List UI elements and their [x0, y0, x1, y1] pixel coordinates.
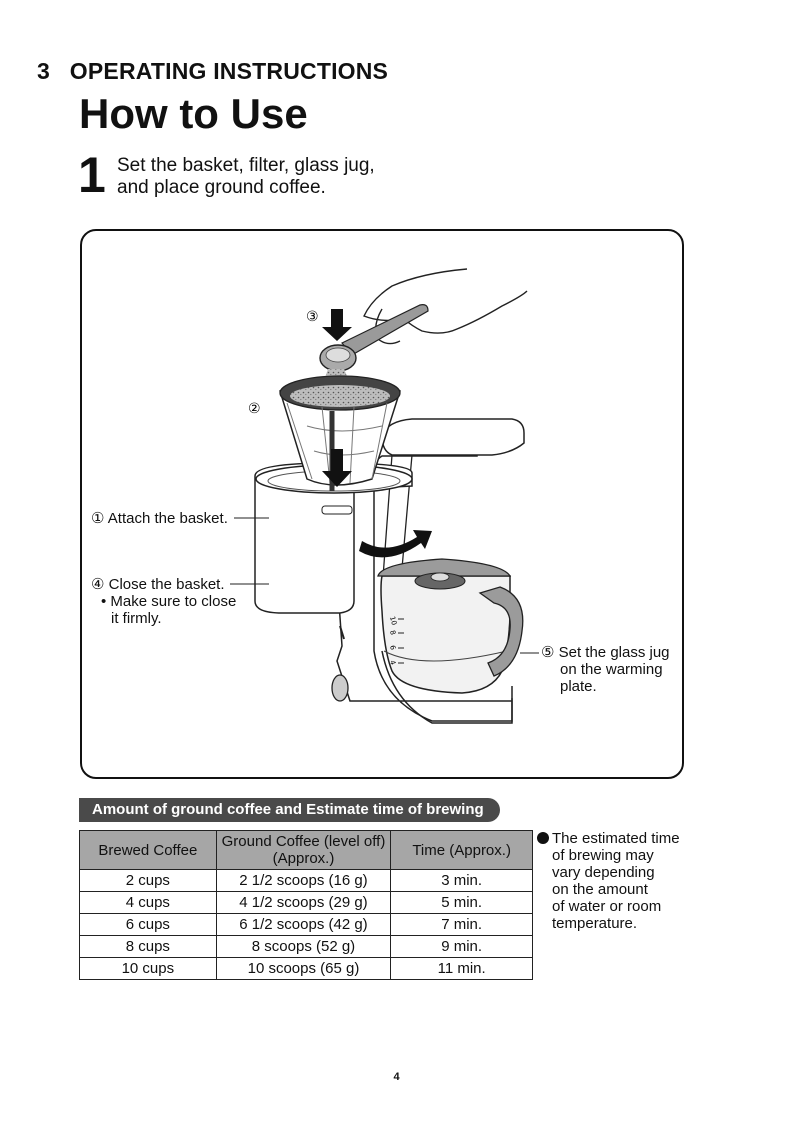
step-line: Set the basket, filter, glass jug, [117, 155, 375, 176]
brew-table [79, 830, 533, 980]
note-line: temperature. [552, 915, 638, 932]
note-line: vary depending [552, 864, 655, 881]
callout-attach-basket [91, 510, 228, 527]
table-cell: 7 min. [391, 914, 533, 936]
callout-line: ⑤ Set the glass jug [541, 644, 670, 661]
table-cell: 8 cups [80, 936, 217, 958]
section-title [37, 58, 388, 85]
cup-mark: 10 [388, 615, 399, 627]
curved-arrow-icon [359, 530, 432, 557]
table-row [80, 958, 533, 980]
table-cell: 11 min. [391, 958, 533, 980]
section-heading: OPERATING INSTRUCTIONS [69, 58, 389, 84]
table-cell: 9 min. [391, 936, 533, 958]
machine-lid [382, 419, 524, 455]
column-header: Time (Approx.) [391, 831, 533, 870]
table-row [80, 914, 533, 936]
table-cell: 6 cups [80, 914, 217, 936]
table-row [80, 892, 533, 914]
note-line: of brewing may [552, 847, 654, 864]
arrow-down-icon [322, 309, 352, 341]
callout-line: on the warming [560, 661, 663, 678]
table-cell: 4 1/2 scoops (29 g) [216, 892, 391, 914]
cup-mark: 8 [388, 629, 397, 636]
note-line: on the amount [552, 881, 648, 898]
marker-2: ② [248, 401, 261, 417]
step-line: and place ground coffee. [117, 177, 326, 198]
page-title: How to Use [79, 90, 308, 137]
coffee-maker-illustration [82, 231, 684, 779]
column-header-line: Ground Coffee (level off) [221, 833, 386, 850]
table-cell: 4 cups [80, 892, 217, 914]
table-cell: 5 min. [391, 892, 533, 914]
callout-line: • Make sure to close [101, 593, 237, 610]
marker-3: ③ [306, 309, 319, 325]
cup-mark: 6 [388, 644, 397, 651]
brewing-note [537, 830, 680, 932]
note-line: The estimated time [552, 830, 680, 847]
table-cell: 10 cups [80, 958, 217, 980]
table-cell: 6 1/2 scoops (42 g) [216, 914, 391, 936]
table-cell: 3 min. [391, 870, 533, 892]
power-switch-icon [332, 675, 348, 701]
column-header: Brewed Coffee [80, 831, 217, 870]
section-number: 3 [37, 58, 50, 84]
scoop-handle [342, 305, 428, 355]
table-row [80, 936, 533, 958]
callout-line: plate. [560, 678, 597, 695]
step-number: 1 [78, 147, 106, 203]
callout-line: ① Attach the basket. [91, 510, 228, 527]
table-cell: 8 scoops (52 g) [216, 936, 391, 958]
table-cell: 2 cups [80, 870, 217, 892]
page-number: 4 [393, 1071, 400, 1083]
bullet-icon [537, 832, 549, 844]
callout-set-jug [541, 644, 670, 695]
table-row [80, 870, 533, 892]
step-text [117, 155, 375, 199]
illustration-box [80, 229, 684, 779]
callout-close-basket [91, 576, 236, 627]
table-header-row [80, 831, 533, 870]
note-line: of water or room [552, 898, 662, 915]
table-cell: 10 scoops (65 g) [216, 958, 391, 980]
callout-line: ④ Close the basket. [91, 576, 225, 593]
table-cell: 2 1/2 scoops (16 g) [216, 870, 391, 892]
callout-line: it firmly. [111, 610, 162, 627]
cup-mark: 4 [388, 659, 397, 666]
column-header [216, 831, 391, 870]
table-banner: Amount of ground coffee and Estimate time of brewing [79, 798, 500, 822]
column-header-line: (Approx.) [272, 850, 335, 867]
